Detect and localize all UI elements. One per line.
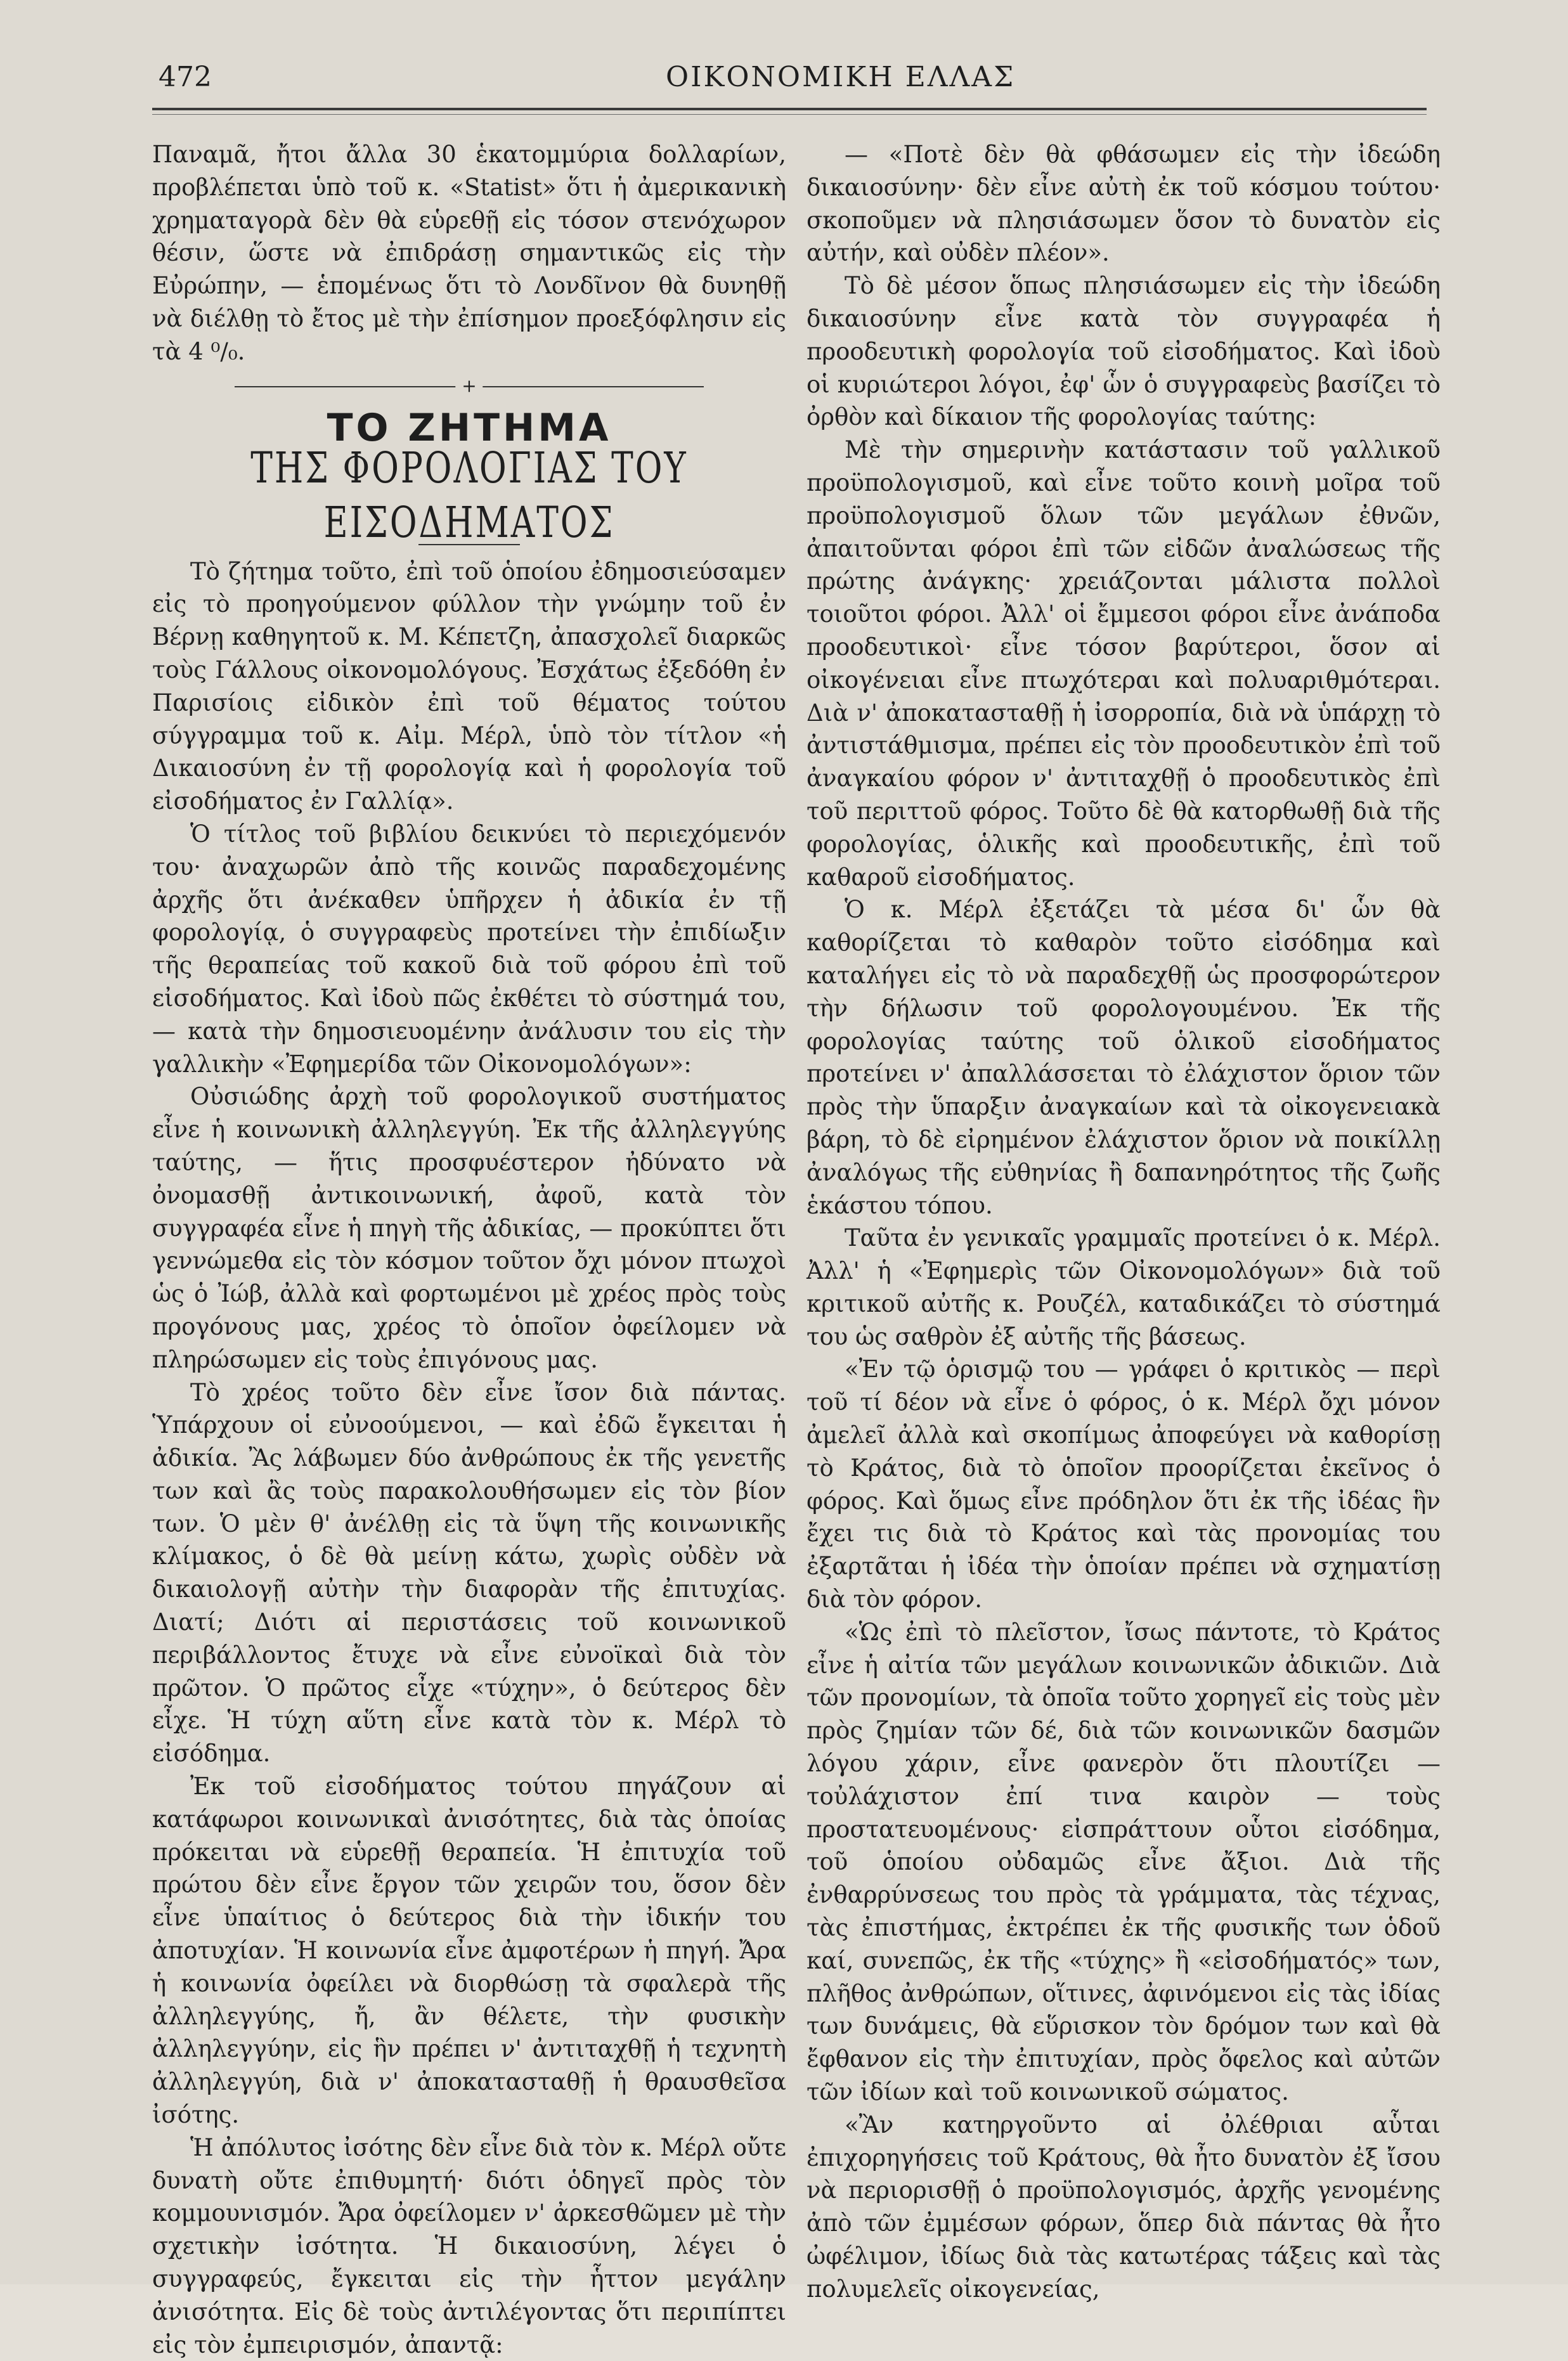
article-paragraph: Οὐσιώδης ἀρχὴ τοῦ φορολογικοῦ συστήματος εἶνε ἡ κοινωνικὴ ἀλληλεγγύη. Ἐκ τῆς ἀλληλεγγύης ταύτης, — ἥτις προσφυέστερον ἠδύνατο νὰ ὀνομασθῇ ἀντικοινωνική, ἀφοῦ, κατὰ τὸν συγγραφέα εἶνε ἡ πηγὴ τῆς ἀδικίας, — προκύπτει ὅτι γεννώμεθα εἰς τὸν κόσμον τοῦτον ὄχι μόνον πτωχοὶ ὡς ὁ Ἰώβ, ἀλλὰ καὶ φορτωμένοι μὲ χρέος πρὸς τοὺς προγόνους μας, χρέος τὸ ὁποῖον ὀφείλομεν νὰ πληρώσωμεν εἰς τοὺς ἐπιγόνους μας. xyxy=(152,1083,786,1373)
article-paragraph: «Ὡς ἐπὶ τὸ πλεῖστον, ἴσως πάντοτε, τὸ Κράτος εἶνε ἡ αἰτία τῶν μεγάλων κοινωνικῶν ἀδικιῶν. Διὰ τῶν προνομίων, τὰ ὁποῖα τοῦτο χορηγεῖ εἰς τοὺς μὲν πρὸς ζημίαν τῶν δέ, διὰ τῶν κοινωνικῶν δασμῶν λόγου χάριν, εἶνε φανερὸν ὅτι πλουτίζει — τοὐλάχιστον ἐπί τινα καιρὸν — τοὺς προστατευομένους· εἰσπράττουν οὗτοι εἰσόδημα, τοῦ ὁποίου οὐδαμῶς εἶνε ἄξιοι. Διὰ τῆς ἐνθαρρύνσεως του πρὸς τὰ γράμματα, τὰς τέχνας, τὰς ἐπιστήμας, ἐκτρέπει ἐκ τῆς φυσικῆς των ὁδοῦ καί, συνεπῶς, ἐκ τῆς «τύχης» ἢ «εἰσοδήματός» των, πλῆθος ἀνθρώπων, οἵτινες, ἀφινόμενοι εἰς τὰς ἰδίας των δυνάμεις, θὰ εὕρισκον τὸν δρόμον των καὶ θὰ ἔφθανον εἰς τὴν ἐπιτυχίαν, πρὸς ὄφελος καὶ αὐτῶν τῶν ἰδίων καὶ τοῦ κοινωνικοῦ σώματος. xyxy=(807,1618,1441,2106)
section-divider xyxy=(152,374,786,399)
article-paragraph: «Ἂν κατηργοῦντο αἱ ὀλέθριαι αὗται ἐπιχορηγήσεις τοῦ Κράτους, θὰ ἦτο δυνατὸν ἐξ ἴσου νὰ περιορισθῇ ὁ προϋπολογισμός, ἀρχῆς γενομένης ἀπὸ τῶν ἐμμέσων φόρων, ὅπερ διὰ πάντας θὰ ἦτο ὠφέλιμον, ἰδίως διὰ τὰς κατωτέρας τάξεις καὶ τὰς πολυμελεῖς οἰκογενείας, xyxy=(807,2111,1441,2303)
article-paragraph: Ὁ τίτλος τοῦ βιβλίου δεικνύει τὸ περιεχόμενόν του· ἀναχωρῶν ἀπὸ τῆς κοινῶς παραδεχομένης ἀρχῆς ὅτι ἀνέκαθεν ὑπῆρχεν ἡ ἀδικία ἐν τῇ φορολογίᾳ, ὁ συγγραφεὺς προτείνει τὴν ἐπιδίωξιν τῆς θεραπείας τοῦ κακοῦ διὰ τοῦ φόρου ἐπὶ τοῦ εἰσοδήματος. Καὶ ἰδοὺ πῶς ἐκθέτει τὸ σύστημά του, — κατὰ τὴν δημοσιευομένην ἀνάλυσιν του εἰς τὴν γαλλικὴν «Ἐφημερίδα τῶν Οἰκονομολόγων»: xyxy=(152,820,786,1078)
running-header-title: ΟΙΚΟΝΟΜΙΚΗ ΕΛΛΑΣ xyxy=(666,61,1016,93)
article-paragraph: «Ἐν τῷ ὁρισμῷ του — γράφει ὁ κριτικὸς — περὶ τοῦ τί δέον νὰ εἶνε ὁ φόρος, ὁ κ. Μέρλ ὄχι μόνον ἀμελεῖ ἀλλὰ καὶ σκοπίμως ἀποφεύγει νὰ καθορίσῃ τὸ Κράτος, διὰ τὸ ὁποῖον προορίζεται ἐκεῖνος ὁ φόρος. Καὶ ὅμως εἶνε πρόδηλον ὅτι ἐκ τῆς ἰδέας ἣν ἔχει τις διὰ τὸ Κράτος καὶ τὰς προνομίας του ἐξαρτᾶται ἡ ἰδέα τὴν ὁποίαν πρέπει νὰ σχηματίσῃ διὰ τὸν φόρον. xyxy=(807,1355,1441,1614)
article-paragraph: Τὸ ζήτημα τοῦτο, ἐπὶ τοῦ ὁποίου ἐδημοσιεύσαμεν εἰς τὸ προηγούμενον φύλλον τὴν γνώμην τοῦ ἐν Βέρνῃ καθηγητοῦ κ. Μ. Κέπετζη, ἀπασχολεῖ διαρκῶς τοὺς Γάλλους οἰκονομολόγους. Ἐσχάτως ἐξεδόθη ἐν Παρισίοις εἰδικὸν ἐπὶ τοῦ θέματος τούτου σύγγραμμα τοῦ κ. Αἰμ. Μέρλ, ὑπὸ τὸν τίτλον «ἡ Δικαιοσύνη ἐν τῇ φορολογίᾳ καὶ ἡ φορολογία τοῦ εἰσοδήματος ἐν Γαλλίᾳ». xyxy=(152,557,786,815)
article-paragraph: Ἐκ τοῦ εἰσοδήματος τούτου πηγάζουν αἱ κατάφωροι κοινωνικαὶ ἀνισότητες, διὰ τὰς ὁποίας πρόκειται νὰ εὑρεθῇ θεραπεία. Ἡ ἐπιτυχία τοῦ πρώτου δὲν εἶνε ἔργον τῶν χειρῶν του, ὅσον δὲν εἶνε ὑπαίτιος ὁ δεύτερος διὰ τὴν ἰδικήν του ἀποτυχίαν. Ἡ κοινωνία εἶνε ἀμφοτέρων ἡ πηγή. Ἄρα ἡ κοινωνία ὀφείλει νὰ διορθώσῃ τὰ σφαλερὰ τῆς ἀλληλεγγύης, ἤ, ἂν θέλετε, τὴν φυσικὴν ἀλληλεγγύην, εἰς ἣν πρέπει ν' ἀντιταχθῇ ἡ τεχνητὴ ἀλληλεγγύη, διὰ ν' ἀποκατασταθῇ ἡ θραυσθεῖσα ἰσότης. xyxy=(152,1773,786,2129)
article-paragraph: Τὸ χρέος τοῦτο δὲν εἶνε ἴσον διὰ πάντας. Ὑπάρχουν οἱ εὐνοούμενοι, — καὶ ἐδῶ ἔγκειται ἡ ἀδικία. Ἂς λάβωμεν δύο ἀνθρώπους ἐκ τῆς γενετῆς των καὶ ἂς τοὺς παρακολουθήσωμεν εἰς τὸν βίον των. Ὁ μὲν θ' ἀνέλθῃ εἰς τὰ ὕψη τῆς κοινωνικῆς κλίμακος, ὁ δὲ θὰ μείνῃ κάτω, χωρὶς οὐδὲν νὰ δικαιολογῇ αὐτὴν τὴν διαφορὰν τῆς ἐπιτυχίας. Διατί; Διότι αἱ περιστάσεις τοῦ κοινωνικοῦ περιβάλλοντος ἔτυχε νὰ εἶνε εὐνοϊκαὶ διὰ τὸν πρῶτον. Ὁ πρῶτος εἶχε «τύχην», ὁ δεύτερος δὲν εἶχε. Ἡ τύχη αὕτη εἶνε κατὰ τὸν κ. Μέρλ τὸ εἰσόδημα. xyxy=(152,1378,786,1768)
article-paragraph: Ἡ ἀπόλυτος ἰσότης δὲν εἶνε διὰ τὸν κ. Μέρλ οὔτε δυνατὴ οὔτε ἐπιθυμητή· διότι ὁδηγεῖ πρὸς τὸν κομμουνισμόν. Ἄρα ὀφείλομεν ν' ἀρκεσθῶμεν μὲ τὴν σχετικὴν ἰσότητα. Ἡ δικαιοσύνη, λέγει ὁ συγγραφεύς, ἔγκειται εἰς τὴν ἧττον μεγάλην ἀνισότητα. Εἰς δὲ τοὺς ἀντιλέγοντας ὅτι περιπίπτει εἰς τὸν ἐμπειρισμόν, ἀπαντᾷ: xyxy=(152,2133,786,2358)
article-subtitle: ΤΗΣ ΦΟΡΟΛΟΓΙΑΣ ΤΟΥ ΕΙΣΟΔΗΜΑΤΟΣ xyxy=(250,443,688,548)
article-title: ΤΟ ΖΗΤΗΜΑ xyxy=(327,405,612,450)
article-paragraph: Ὁ κ. Μέρλ ἐξετάζει τὰ μέσα δι' ὧν θὰ καθορίζεται τὸ καθαρὸν τοῦτο εἰσόδημα καὶ καταλήγει εἰς τὸ νὰ παραδεχθῇ ὡς προσφορώτερον τὴν δήλωσιν τοῦ φορολογουμένου. Ἐκ τῆς φορολογίας ταύτης τοῦ ὁλικοῦ εἰσοδήματος προτείνει ν' ἀπαλλάσσεται τὸ ἐλάχιστον ὅριον τῶν πρὸς τὴν ὕπαρξιν ἀναγκαίων καὶ τὰ οἰκογενειακὰ βάρη, τὸ δὲ εἰρημένον ἐλάχιστον ὅριον νὰ ποικίλλῃ ἀναλόγως τῆς εὐθηνίας ἢ δαπανηρότητος τῆς ζωῆς ἑκάστου τόπου. xyxy=(807,896,1441,1219)
article-paragraph: Ταῦτα ἐν γενικαῖς γραμμαῖς προτείνει ὁ κ. Μέρλ. Ἀλλ' ἡ «Ἐφημερὶς τῶν Οἰκονομολόγων» διὰ τοῦ κριτικοῦ αὐτῆς κ. Ρουζέλ, καταδικάζει τὸ σύστημά του ὡς σαθρὸν ἐξ αὐτῆς τῆς βάσεως. xyxy=(807,1224,1441,1350)
article-paragraph: Τὸ δὲ μέσον ὅπως πλησιάσωμεν εἰς τὴν ἰδεώδη δικαιοσύνην εἶνε κατὰ τὸν συγγραφέα ἡ προοδευτικὴ φορολογία τοῦ εἰσοδήματος. Καὶ ἰδοὺ οἱ κυριώτεροι λόγοι, ἐφ' ὧν ὁ συγγραφεὺς βασίζει τὸ ὀρθὸν καὶ δίκαιον τῆς φορολογίας ταύτης: xyxy=(807,272,1441,431)
left-column xyxy=(152,138,786,2358)
right-column xyxy=(807,138,1441,2303)
article-paragraph: — «Ποτὲ δὲν θὰ φθάσωμεν εἰς τὴν ἰδεώδη δικαιοσύνην· δὲν εἶνε αὐτὴ ἐκ τοῦ κόσμου τούτου· σκοποῦμεν νὰ πλησιάσωμεν ὅσον τὸ δυνατὸν εἰς αὐτήν, καὶ οὐδὲν πλέον». xyxy=(807,141,1441,267)
divider-ornament: + xyxy=(455,375,483,397)
page-number: 472 xyxy=(159,61,212,93)
header-rule-thin xyxy=(152,114,1427,115)
header-rule xyxy=(152,108,1427,110)
continued-paragraph: Παναμᾶ, ἤτοι ἄλλα 30 ἑκατομμύρια δολλαρίων, προβλέπεται ὑπὸ τοῦ κ. «Statist» ὅτι ἡ ἀμερικανικὴ χρηματαγορὰ δὲν θὰ εὑρεθῇ εἰς τόσον στενόχωρον θέσιν, ὥστε νὰ ἐπιδράσῃ σημαντικῶς εἰς τὴν Εὐρώπην, — ἑπομένως ὅτι τὸ Λονδῖνον θὰ δυνηθῇ νὰ διέλθῃ τὸ ἔτος μὲ τὴν ἐπίσημον προεξόφλησιν εἰς τὰ 4 ⁰/₀. xyxy=(152,141,786,365)
article-paragraph: Μὲ τὴν σημερινὴν κατάστασιν τοῦ γαλλικοῦ προϋπολογισμοῦ, καὶ εἶνε τοῦτο κοινὴ μοῖρα τοῦ προϋπολογισμοῦ ὅλων τῶν μεγάλων ἐθνῶν, ἀπαιτοῦνται φόροι ἐπὶ τῶν εἰδῶν ἀναλώσεως τῆς πρώτης ἀνάγκης· χρειάζονται μάλιστα πολλοὶ τοιοῦτοι φόροι. Ἀλλ' οἱ ἔμμεσοι φόροι εἶνε ἀνάποδα προοδευτικοὶ· εἶνε τόσον βαρύτεροι, ὅσον αἱ οἰκογένειαι εἶνε πτωχότεραι καὶ πολυαριθμότεραι. Διὰ ν' ἀποκατασταθῇ ἡ ἰσορροπία, διὰ νὰ ὑπάρχῃ τὸ ἀντιστάθμισμα, πρέπει εἰς τὸν προοδευτικὸν ἐπὶ τοῦ ἀναγκαίου φόρον ν' ἀντιταχθῇ ὁ προοδευτικὸς ἐπὶ τοῦ περιττοῦ φόρος. Τοῦτο δὲ θὰ κατορθωθῇ διὰ τῆς φορολογίας, ὁλικῆς καὶ προοδευτικῆς, ἐπὶ τοῦ καθαροῦ εἰσοδήματος. xyxy=(807,436,1441,891)
